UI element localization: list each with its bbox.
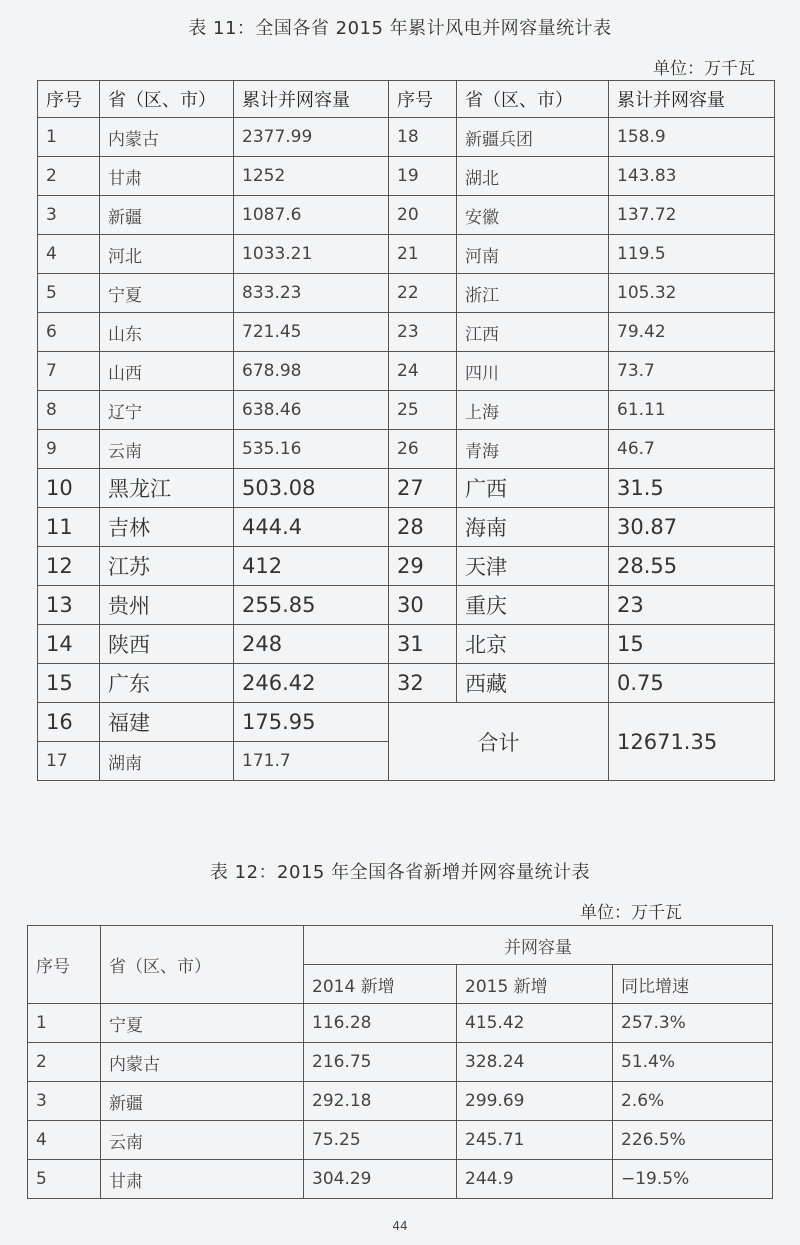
header-province: 省（区、市） [101, 926, 304, 1004]
table-row [38, 352, 775, 391]
table11-footer [38, 703, 775, 781]
new-2014-cell: 292.18 [304, 1082, 457, 1121]
seq-cell: 13 [38, 586, 100, 625]
seq-cell: 7 [38, 352, 100, 391]
province-cell: 重庆 [457, 586, 609, 625]
seq-cell: 3 [38, 196, 100, 235]
province-cell: 山西 [100, 352, 234, 391]
province-cell: 宁夏 [101, 1004, 304, 1043]
header-seq: 序号 [28, 926, 101, 1004]
growth-cell: 51.4% [613, 1043, 773, 1082]
new-2015-cell: 328.24 [457, 1043, 613, 1082]
seq-cell: 4 [38, 235, 100, 274]
capacity-cell: 73.7 [609, 352, 775, 391]
capacity-cell: 15 [609, 625, 775, 664]
capacity-cell: 503.08 [234, 469, 389, 508]
new-2014-cell: 116.28 [304, 1004, 457, 1043]
seq-cell: 2 [28, 1043, 101, 1082]
province-cell: 福建 [100, 703, 234, 742]
seq-cell: 27 [389, 469, 457, 508]
table11 [37, 80, 775, 781]
new-2015-cell: 415.42 [457, 1004, 613, 1043]
capacity-cell: 175.95 [234, 703, 389, 742]
capacity-cell: 248 [234, 625, 389, 664]
new-2014-cell: 304.29 [304, 1160, 457, 1199]
table11-header [38, 81, 775, 118]
province-cell: 湖南 [100, 742, 234, 781]
seq-cell: 21 [389, 235, 457, 274]
seq-cell: 10 [38, 469, 100, 508]
table-row [38, 196, 775, 235]
new-2014-cell: 75.25 [304, 1121, 457, 1160]
seq-cell: 30 [389, 586, 457, 625]
header-capacity: 累计并网容量 [234, 81, 389, 118]
table-row [38, 664, 775, 703]
capacity-cell: 255.85 [234, 586, 389, 625]
seq-cell: 2 [38, 157, 100, 196]
table12-caption: 表 12：2015 年全国各省新增并网容量统计表 [209, 862, 591, 883]
province-cell: 湖北 [457, 157, 609, 196]
growth-cell: −19.5% [613, 1160, 773, 1199]
capacity-cell: 28.55 [609, 547, 775, 586]
capacity-cell: 61.11 [609, 391, 775, 430]
seq-cell: 5 [28, 1160, 101, 1199]
province-cell: 宁夏 [100, 274, 234, 313]
province-cell: 新疆兵团 [457, 118, 609, 157]
seq-cell: 8 [38, 391, 100, 430]
header-2015-new: 2015 新增 [457, 965, 613, 1004]
capacity-cell: 1087.6 [234, 196, 389, 235]
table11-unit: 单位：万千瓦 [653, 59, 755, 79]
header-2014-new: 2014 新增 [304, 965, 457, 1004]
province-cell: 贵州 [100, 586, 234, 625]
province-cell: 内蒙古 [100, 118, 234, 157]
seq-cell: 3 [28, 1082, 101, 1121]
province-cell: 甘肃 [101, 1160, 304, 1199]
table11-caption: 表 11：全国各省 2015 年累计风电并网容量统计表 [188, 18, 612, 39]
seq-cell: 6 [38, 313, 100, 352]
table-row [38, 703, 775, 742]
table-row [28, 1082, 773, 1121]
capacity-cell: 412 [234, 547, 389, 586]
new-2015-cell: 299.69 [457, 1082, 613, 1121]
table-row [38, 508, 775, 547]
seq-cell: 25 [389, 391, 457, 430]
table-row [38, 430, 775, 469]
province-cell: 甘肃 [100, 157, 234, 196]
province-cell: 吉林 [100, 508, 234, 547]
total-label: 合计 [389, 703, 609, 781]
seq-cell: 16 [38, 703, 100, 742]
capacity-cell: 2377.99 [234, 118, 389, 157]
seq-cell: 15 [38, 664, 100, 703]
province-cell: 河北 [100, 235, 234, 274]
new-2015-cell: 245.71 [457, 1121, 613, 1160]
table11-body [38, 118, 775, 703]
seq-cell: 20 [389, 196, 457, 235]
seq-cell: 14 [38, 625, 100, 664]
table-row [38, 118, 775, 157]
table-row [38, 235, 775, 274]
seq-cell: 19 [389, 157, 457, 196]
province-cell: 广东 [100, 664, 234, 703]
table-row [38, 469, 775, 508]
capacity-cell: 143.83 [609, 157, 775, 196]
seq-cell: 23 [389, 313, 457, 352]
seq-cell: 9 [38, 430, 100, 469]
table-row [38, 313, 775, 352]
capacity-cell: 721.45 [234, 313, 389, 352]
province-cell: 上海 [457, 391, 609, 430]
header-yoy-growth: 同比增速 [613, 965, 773, 1004]
table-row [28, 1043, 773, 1082]
province-cell: 四川 [457, 352, 609, 391]
table-row [38, 625, 775, 664]
seq-cell: 24 [389, 352, 457, 391]
header-capacity: 累计并网容量 [609, 81, 775, 118]
growth-cell: 226.5% [613, 1121, 773, 1160]
capacity-cell: 119.5 [609, 235, 775, 274]
seq-cell: 26 [389, 430, 457, 469]
header-capacity-group: 并网容量 [304, 926, 773, 965]
table12-header [28, 926, 773, 1004]
new-2014-cell: 216.75 [304, 1043, 457, 1082]
capacity-cell: 79.42 [609, 313, 775, 352]
header-province: 省（区、市） [100, 81, 234, 118]
capacity-cell: 638.46 [234, 391, 389, 430]
capacity-cell: 158.9 [609, 118, 775, 157]
capacity-cell: 105.32 [609, 274, 775, 313]
province-cell: 新疆 [101, 1082, 304, 1121]
province-cell: 浙江 [457, 274, 609, 313]
seq-cell: 18 [389, 118, 457, 157]
table-row [28, 1160, 773, 1199]
capacity-cell: 678.98 [234, 352, 389, 391]
table-row [38, 586, 775, 625]
province-cell: 青海 [457, 430, 609, 469]
table12-unit: 单位：万千瓦 [580, 903, 682, 923]
province-cell: 天津 [457, 547, 609, 586]
province-cell: 山东 [100, 313, 234, 352]
province-cell: 云南 [101, 1121, 304, 1160]
seq-cell: 17 [38, 742, 100, 781]
growth-cell: 2.6% [613, 1082, 773, 1121]
seq-cell: 4 [28, 1121, 101, 1160]
table-row [38, 157, 775, 196]
province-cell: 云南 [100, 430, 234, 469]
province-cell: 黑龙江 [100, 469, 234, 508]
header-seq: 序号 [38, 81, 100, 118]
new-2015-cell: 244.9 [457, 1160, 613, 1199]
table-row [28, 1121, 773, 1160]
seq-cell: 29 [389, 547, 457, 586]
table-row [38, 391, 775, 430]
capacity-cell: 1252 [234, 157, 389, 196]
table-row [38, 274, 775, 313]
province-cell: 西藏 [457, 664, 609, 703]
table-row [28, 1004, 773, 1043]
province-cell: 江西 [457, 313, 609, 352]
capacity-cell: 1033.21 [234, 235, 389, 274]
capacity-cell: 535.16 [234, 430, 389, 469]
total-value: 12671.35 [609, 703, 775, 781]
province-cell: 北京 [457, 625, 609, 664]
seq-cell: 12 [38, 547, 100, 586]
province-cell: 广西 [457, 469, 609, 508]
table12 [27, 925, 773, 1199]
header-seq: 序号 [389, 81, 457, 118]
capacity-cell: 171.7 [234, 742, 389, 781]
province-cell: 安徽 [457, 196, 609, 235]
seq-cell: 32 [389, 664, 457, 703]
seq-cell: 22 [389, 274, 457, 313]
seq-cell: 1 [38, 118, 100, 157]
capacity-cell: 46.7 [609, 430, 775, 469]
growth-cell: 257.3% [613, 1004, 773, 1043]
capacity-cell: 0.75 [609, 664, 775, 703]
province-cell: 新疆 [100, 196, 234, 235]
capacity-cell: 30.87 [609, 508, 775, 547]
capacity-cell: 31.5 [609, 469, 775, 508]
seq-cell: 5 [38, 274, 100, 313]
capacity-cell: 137.72 [609, 196, 775, 235]
province-cell: 海南 [457, 508, 609, 547]
header-province: 省（区、市） [457, 81, 609, 118]
page-number: 44 [392, 1219, 408, 1233]
table12-body [28, 1004, 773, 1199]
province-cell: 陕西 [100, 625, 234, 664]
province-cell: 内蒙古 [101, 1043, 304, 1082]
seq-cell: 31 [389, 625, 457, 664]
province-cell: 辽宁 [100, 391, 234, 430]
capacity-cell: 444.4 [234, 508, 389, 547]
seq-cell: 28 [389, 508, 457, 547]
capacity-cell: 23 [609, 586, 775, 625]
seq-cell: 1 [28, 1004, 101, 1043]
province-cell: 江苏 [100, 547, 234, 586]
table-row [38, 547, 775, 586]
province-cell: 河南 [457, 235, 609, 274]
capacity-cell: 246.42 [234, 664, 389, 703]
seq-cell: 11 [38, 508, 100, 547]
capacity-cell: 833.23 [234, 274, 389, 313]
